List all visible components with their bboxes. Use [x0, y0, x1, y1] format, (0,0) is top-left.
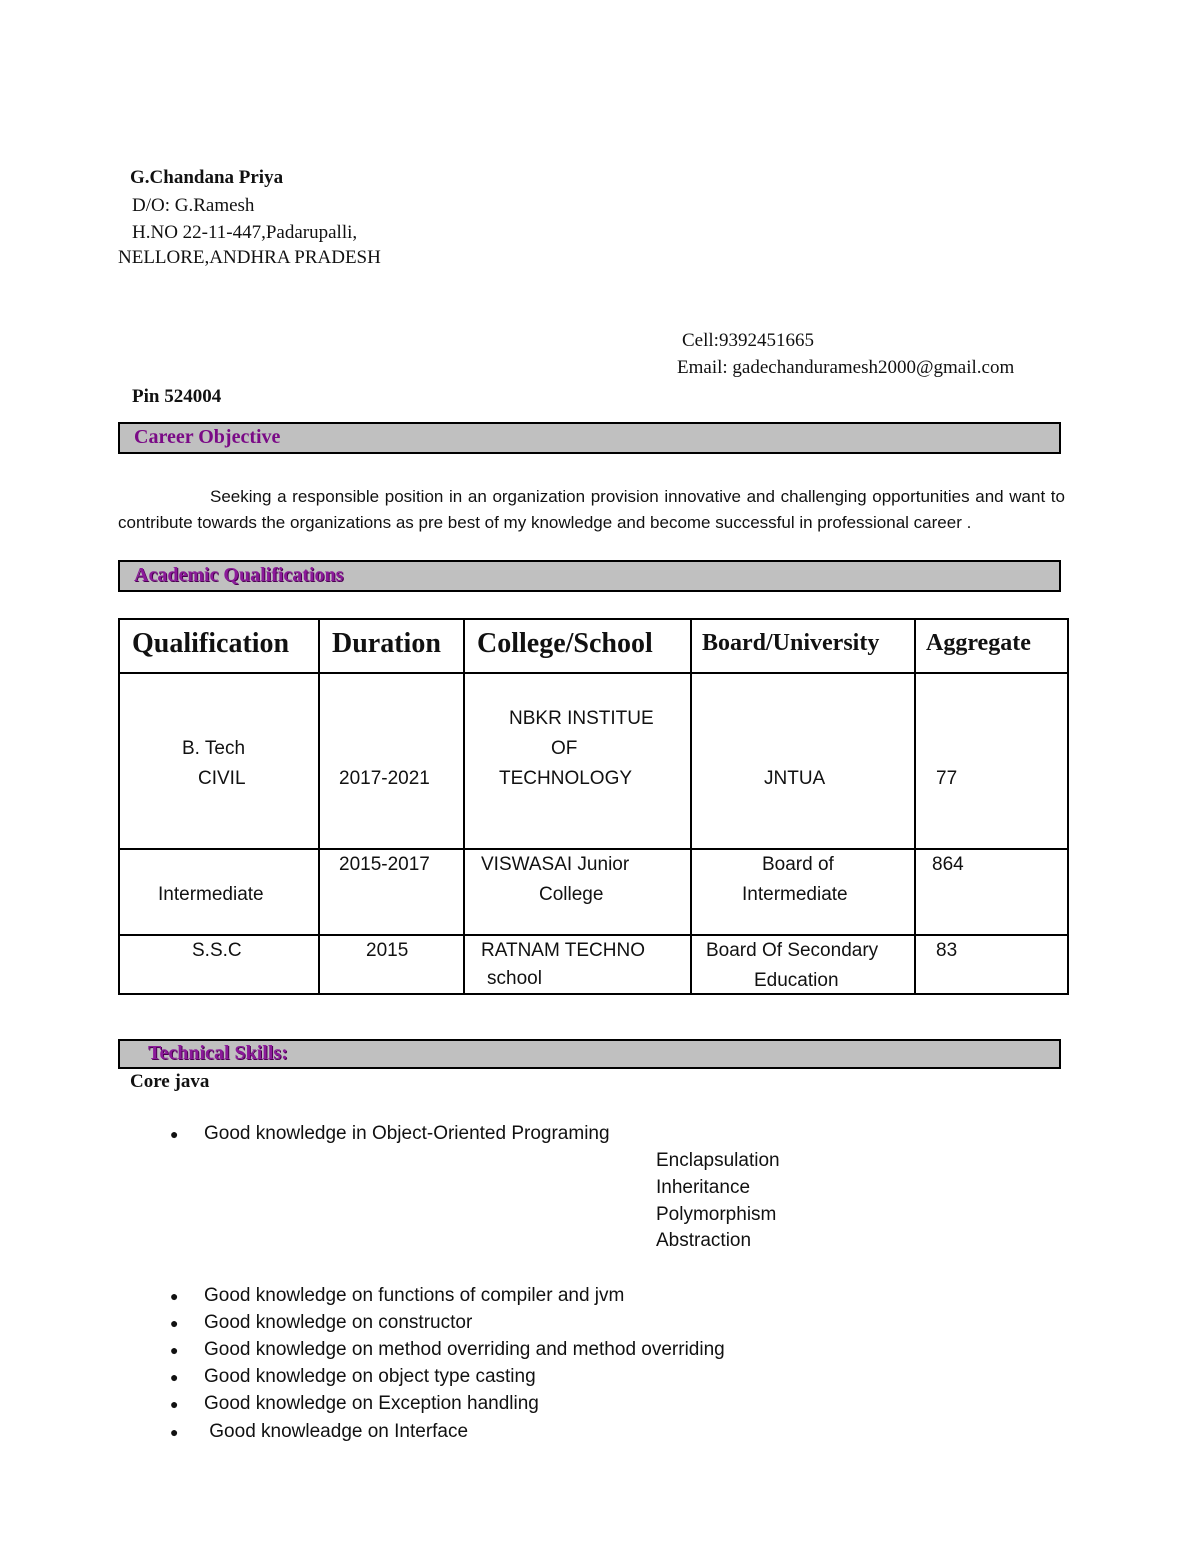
academic-table [118, 618, 1069, 995]
cell-duration: 2015 [319, 935, 464, 994]
table-row [119, 849, 1068, 935]
cell-duration: 2015-2017 [319, 849, 464, 935]
bullet-icon: ● [170, 1424, 179, 1440]
technical-heading-band [118, 1039, 1061, 1069]
technical-heading: Technical Skills: [148, 1042, 288, 1064]
academic-heading: Academic Qualifications [134, 564, 344, 586]
cell-aggregate: 77 [915, 673, 1068, 849]
bullet-icon: ● [170, 1396, 179, 1412]
bullet-icon: ● [170, 1126, 179, 1142]
career-objective-heading: Career Objective [134, 426, 281, 448]
cell-qualification: Intermediate [119, 849, 319, 935]
oop-concept: Enclapsulation [656, 1150, 780, 1171]
list-item: Good knowleadge on Interface [204, 1421, 469, 1442]
cell-college: NBKR INSTITUE OF TECHNOLOGY [464, 673, 691, 849]
header-board: Board/University [691, 619, 915, 673]
cell-board: Board Of Secondary Education [691, 935, 915, 994]
email-address: Email: gadechanduramesh2000@gmail.com [677, 357, 1015, 378]
cell-college: VISWASAI Junior College [464, 849, 691, 935]
cell-board: Board of Intermediate [691, 849, 915, 935]
list-item: Good knowledge on Exception handling [204, 1393, 539, 1414]
bullet-icon: ● [170, 1369, 179, 1385]
table-header-row [119, 619, 1068, 673]
bullet-icon: ● [170, 1315, 179, 1331]
list-item: Good knowledge on functions of compiler and jvm [204, 1285, 625, 1306]
list-item: Good knowledge in Object-Oriented Programing [204, 1123, 610, 1144]
cell-board: JNTUA [691, 673, 915, 849]
address-line-1: H.NO 22-11-447,Padarupalli, [132, 222, 358, 243]
candidate-name: G.Chandana Priya [130, 167, 284, 188]
cell-aggregate: 83 [915, 935, 1068, 994]
bullet-icon: ● [170, 1342, 179, 1358]
oop-concept: Polymorphism [656, 1204, 777, 1225]
header-qualification: Qualification [119, 619, 319, 673]
table-row [119, 673, 1068, 849]
cell-aggregate: 864 [915, 849, 1068, 935]
bullet-icon: ● [170, 1288, 179, 1304]
cell-duration: 2017-2021 [319, 673, 464, 849]
cell-college: RATNAM TECHNO school [464, 935, 691, 994]
header-college: College/School [464, 619, 691, 673]
header-aggregate: Aggregate [915, 619, 1068, 673]
cell-qualification: S.S.C [119, 935, 319, 994]
cell-number: Cell:9392451665 [682, 330, 814, 351]
oop-concept: Inheritance [656, 1177, 751, 1198]
career-objective-body: Seeking a responsible position in an organization provision innovative and challenging opportunities and want to contribute towards the organizations as pre best of my knowledge and become successful in professional career . [118, 487, 1065, 532]
career-objective-text [118, 484, 1065, 535]
career-objective-heading-band [118, 422, 1061, 454]
list-item: Good knowledge on constructor [204, 1312, 473, 1333]
pin-code: Pin 524004 [132, 386, 222, 407]
cell-qualification: B. Tech CIVIL [119, 673, 319, 849]
list-item: Good knowledge on object type casting [204, 1366, 536, 1387]
list-item: Good knowledge on method overriding and method overriding [204, 1339, 725, 1360]
core-java-subheading: Core java [130, 1071, 210, 1092]
table-row [119, 935, 1068, 994]
address-line-2: NELLORE,ANDHRA PRADESH [118, 247, 381, 268]
academic-heading-band [118, 560, 1061, 592]
father-name: D/O: G.Ramesh [132, 195, 255, 216]
header-duration: Duration [319, 619, 464, 673]
oop-concept: Abstraction [656, 1230, 752, 1251]
